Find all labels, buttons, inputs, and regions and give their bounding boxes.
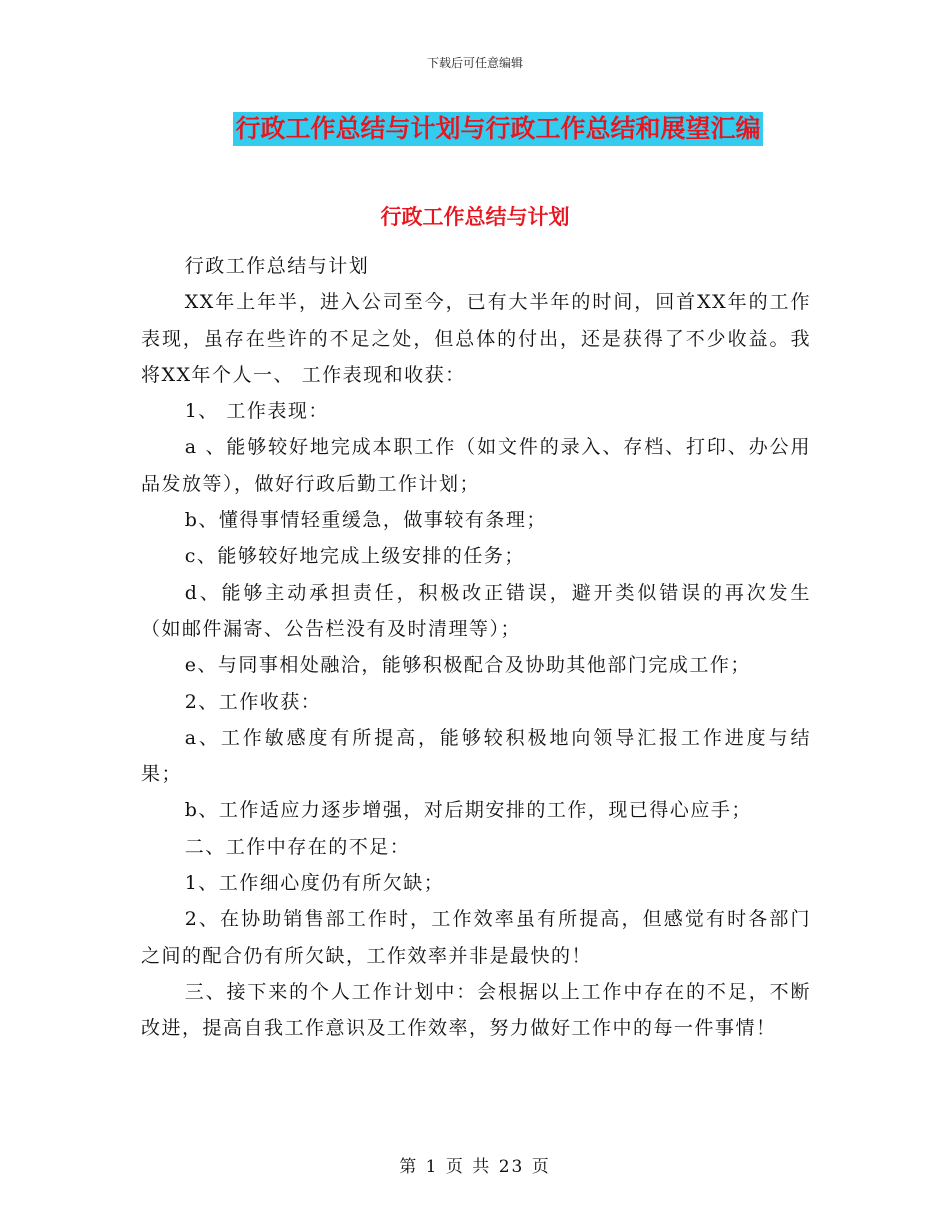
header-note: 下载后可任意编辑 xyxy=(426,56,523,70)
main-title: 行政工作总结与计划与行政工作总结和展望汇编 xyxy=(233,112,762,146)
paragraph: 2、工作收获： xyxy=(184,690,322,713)
section-title: 行政工作总结与计划 xyxy=(380,205,570,229)
paragraph: a、工作敏感度有所提高，能够较积极地向领导汇报工作进度与结果； xyxy=(141,726,811,786)
paragraph: b、工作适应力逐步增强，对后期安排的工作，现已得心应手； xyxy=(184,799,752,822)
paragraph: d、能够主动承担责任，积极改正错误，避开类似错误的再次发生（如邮件漏寄、公告栏没有及时清理等）； xyxy=(141,581,811,640)
paragraph: XX年上年半，进入公司至今，已有大半年的时间，回首XX年的工作表现，虽存在些许的不足之处，但总体的付出，还是获得了不少收益。我将XX年个人一、 工作表现和收获： xyxy=(141,291,811,386)
paragraph: b、懂得事情轻重缓急，做事较有条理； xyxy=(184,509,547,532)
document-body xyxy=(141,248,811,1047)
paragraph: a 、能够较好地完成本职工作（如文件的录入、存档、打印、办公用品发放等），做好行政后勤工作计划； xyxy=(141,436,811,495)
paragraph: 三、接下来的个人工作计划中：会根据以上工作中存在的不足，不断改进，提高自我工作意识及工作效率，努力做好工作中的每一件事情！ xyxy=(141,980,811,1040)
paragraph: 二、工作中存在的不足： xyxy=(184,835,411,858)
paragraph: 2、在协助销售部工作时，工作效率虽有所提高，但感觉有时各部门之间的配合仍有所欠缺，工作效率并非是最快的！ xyxy=(141,908,811,967)
paragraph: e、与同事相处融洽，能够积极配合及协助其他部门完成工作； xyxy=(184,654,751,677)
paragraph: 1、 工作表现： xyxy=(184,400,329,423)
main-title-container xyxy=(0,112,950,146)
paragraph: 1、工作细心度仍有所欠缺； xyxy=(184,872,445,895)
paragraph: 行政工作总结与计划 xyxy=(184,255,370,277)
paragraph: c、能够较好地完成上级安排的任务； xyxy=(184,545,525,568)
page-number-footer: 第 1 页 共 23 页 xyxy=(399,1157,551,1177)
